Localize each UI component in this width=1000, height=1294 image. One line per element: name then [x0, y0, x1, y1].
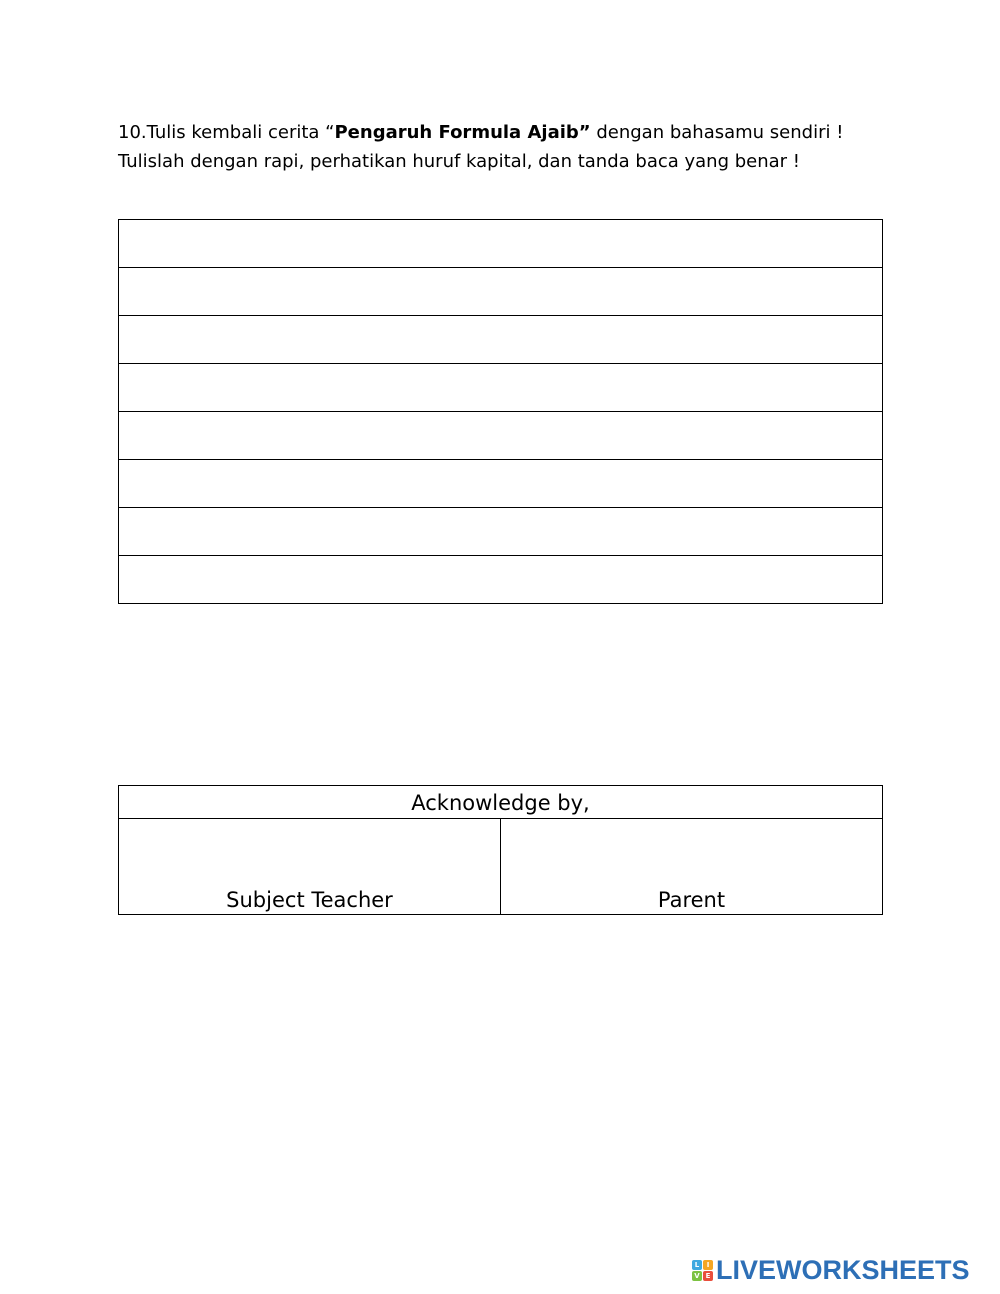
liveworksheets-logo	[692, 1255, 970, 1285]
acknowledge-header-row	[119, 786, 883, 819]
answer-line-8[interactable]	[119, 556, 883, 604]
answer-line-row	[119, 460, 883, 508]
answer-line-6[interactable]	[119, 460, 883, 508]
answer-lines-table	[118, 219, 883, 604]
answer-lines-body	[119, 220, 883, 604]
question-prefix: 10.Tulis kembali cerita “	[118, 122, 335, 143]
acknowledge-header: Acknowledge by,	[119, 786, 883, 819]
answer-line-row	[119, 412, 883, 460]
question-text	[118, 118, 898, 176]
question-line-2: Tulislah dengan rapi, perhatikan huruf kapital, dan tanda baca yang benar !	[118, 151, 801, 172]
parent-signature[interactable]: Parent	[501, 819, 883, 915]
answer-line-2[interactable]	[119, 268, 883, 316]
answer-line-4[interactable]	[119, 364, 883, 412]
answer-line-row	[119, 268, 883, 316]
logo-mark-tile: I	[703, 1260, 713, 1270]
logo-mark-icon	[692, 1260, 713, 1281]
answer-line-row	[119, 556, 883, 604]
story-title: Pengaruh Formula Ajaib”	[334, 122, 591, 143]
answer-line-1[interactable]	[119, 220, 883, 268]
logo-mark-tile: V	[692, 1271, 702, 1281]
logo-mark-tile: E	[703, 1271, 713, 1281]
answer-line-row	[119, 364, 883, 412]
acknowledge-table	[118, 785, 883, 915]
answer-line-row	[119, 316, 883, 364]
logo-mark-tile: L	[692, 1260, 702, 1270]
answer-line-7[interactable]	[119, 508, 883, 556]
subject-teacher-signature[interactable]: Subject Teacher	[119, 819, 501, 915]
answer-line-row	[119, 508, 883, 556]
question-suffix: dengan bahasamu sendiri !	[590, 122, 844, 143]
logo-text: LIVEWORKSHEETS	[716, 1255, 970, 1285]
question-line-1	[118, 118, 898, 147]
answer-line-row	[119, 220, 883, 268]
answer-line-3[interactable]	[119, 316, 883, 364]
answer-line-5[interactable]	[119, 412, 883, 460]
signature-row	[119, 819, 883, 915]
